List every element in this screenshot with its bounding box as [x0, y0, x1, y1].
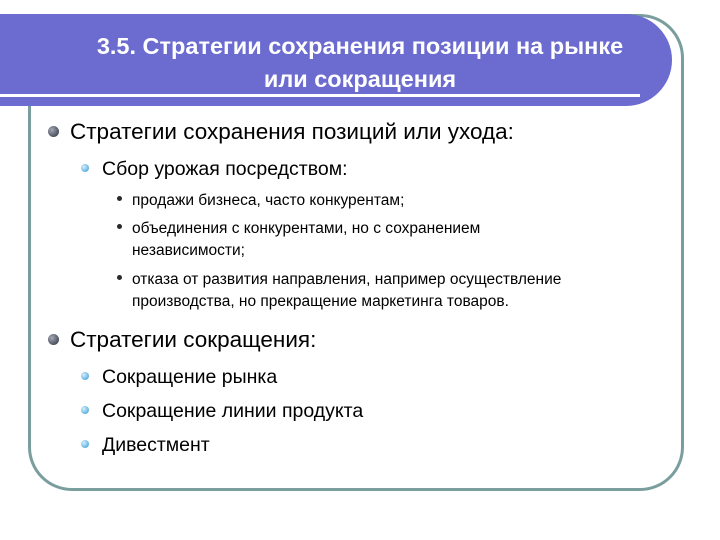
level3-bullet-icon — [117, 196, 122, 201]
level2-bullet-icon — [81, 440, 89, 448]
list-item: Сокращение рынка — [102, 366, 278, 388]
list-item: продажи бизнеса, часто конкурентам; — [132, 192, 405, 209]
list-item: Дивестмент — [102, 434, 210, 456]
level2-bullet-icon — [81, 406, 89, 414]
level2-bullet-icon — [81, 164, 89, 172]
section1-sub-label: Сбор урожая посредством: — [102, 158, 348, 180]
section1-heading: Стратегии сохранения позиций или ухода: — [70, 119, 514, 144]
list-item: объединения с конкурентами, но с сохранением — [132, 220, 481, 237]
title-line-1: 3.5. Стратегии сохранения позиции на рынке — [96, 33, 624, 59]
list-item: отказа от развития направления, например осуществление — [132, 271, 562, 288]
level3-bullet-icon — [117, 224, 122, 229]
level3-bullet-icon — [117, 275, 122, 280]
level2-bullet-icon — [81, 372, 89, 380]
title-line-2: или сокращения — [263, 66, 457, 92]
section2-heading: Стратегии сокращения: — [70, 327, 317, 352]
list-item: Сокращение линии продукта — [102, 400, 364, 422]
list-item-continuation: производства, но прекращение маркетинга товаров. — [132, 293, 509, 310]
level1-bullet-icon — [48, 334, 59, 345]
list-item-continuation: независимости; — [132, 242, 245, 259]
level1-bullet-icon — [48, 126, 59, 137]
